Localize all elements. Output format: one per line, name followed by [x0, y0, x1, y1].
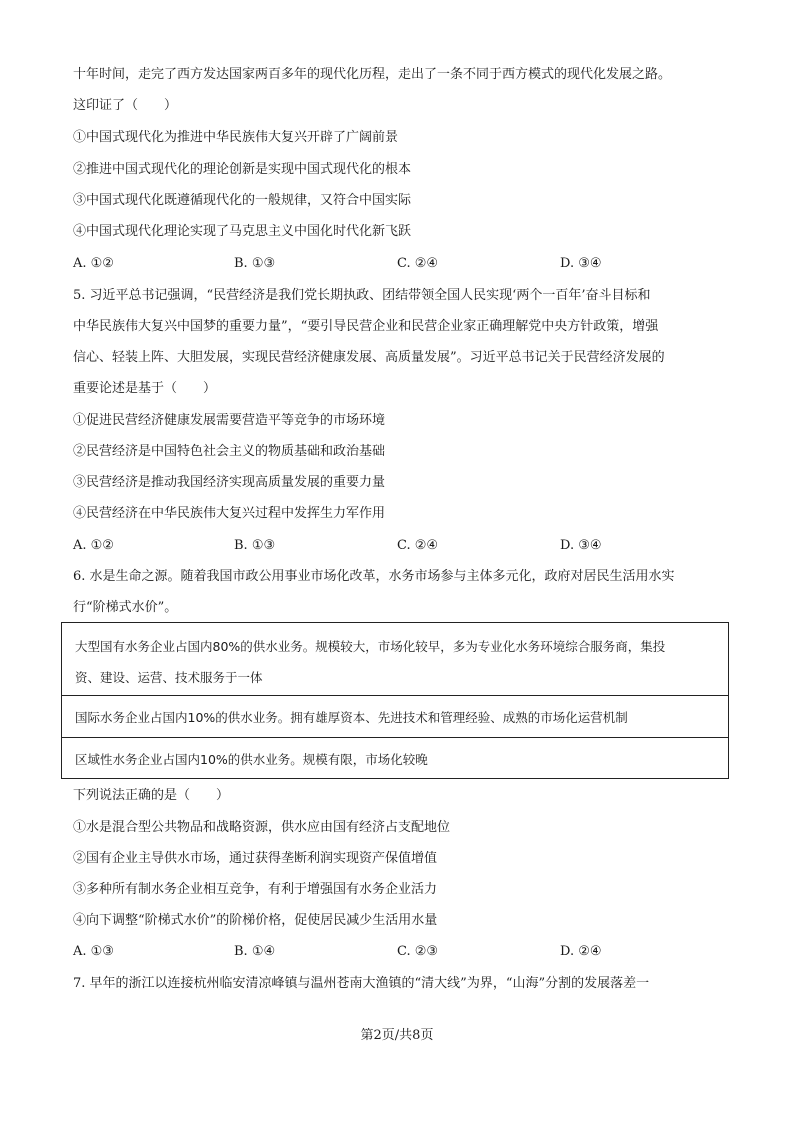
q6-statement-1: ①水是混合型公共物品和战略资源，供水应由国有经济占支配地位 — [73, 820, 451, 835]
table-row — [62, 623, 728, 696]
q5-option-a: A. ①② — [73, 538, 114, 553]
table-cell-line: 资、建设、运营、技术服务于一体 — [75, 670, 263, 685]
q6-option-b: B. ①④ — [234, 944, 276, 959]
q5-option-b: B. ①③ — [234, 538, 276, 553]
q6-stem-line-2: 行“阶梯式水价”。 — [73, 600, 178, 615]
q5-option-d: D. ③④ — [560, 538, 602, 553]
q6-option-a: A. ①③ — [73, 944, 114, 959]
q7-stem-line-1: 7. 早年的浙江以连接杭州临安清凉峰镇与温州苍南大渔镇的“清大线”为界，“山海”分割的发展落差一 — [73, 976, 650, 991]
q4-option-c: C. ②④ — [397, 256, 439, 271]
q6-option-c: C. ②③ — [397, 944, 439, 959]
q4-statement-3: ③中国式现代化既遵循现代化的一般规律，又符合中国实际 — [73, 193, 412, 208]
water-enterprise-table — [61, 622, 729, 779]
q6-statement-2: ②国有企业主导供水市场，通过获得垄断利润实现资产保值增值 — [73, 851, 438, 866]
table-cell-line: 大型国有水务企业占国内80%的供水业务。规模较大，市场化较早，多为专业化水务环境综合服务商，集投 — [75, 639, 666, 654]
q5-statement-1: ①促进民营经济健康发展需要营造平等竞争的市场环境 — [73, 413, 386, 428]
q4-stem-line-2: 这印证了（ ） — [73, 98, 178, 113]
page-footer: 第2页/共8页 — [360, 1028, 434, 1043]
q5-option-c: C. ②④ — [397, 538, 439, 553]
q4-option-d: D. ③④ — [560, 256, 602, 271]
q4-option-a: A. ①② — [73, 256, 114, 271]
q5-stem-line-4: 重要论述是基于（ ） — [73, 381, 217, 396]
q4-option-b: B. ①③ — [234, 256, 276, 271]
table-cell-line: 区域性水务企业占国内10%的供水业务。规模有限，市场化较晚 — [75, 752, 428, 767]
q4-statement-2: ②推进中国式现代化的理论创新是实现中国式现代化的根本 — [73, 162, 412, 177]
q6-stem-line-1: 6. 水是生命之源。随着我国市政公用事业市场化改革，水务市场参与主体多元化，政府对居民生活用水实 — [73, 569, 675, 584]
q5-stem-line-2: 中华民族伟大复兴中国梦的重要力量”，“要引导民营企业和民营企业家正确理解党中央方针政策，增强 — [73, 319, 659, 334]
q5-statement-4: ④民营经济在中华民族伟大复兴过程中发挥生力军作用 — [73, 506, 386, 521]
q4-statement-4: ④中国式现代化理论实现了马克思主义中国化时代化新飞跃 — [73, 224, 412, 239]
q6-statement-4: ④向下调整“阶梯式水价”的阶梯价格，促使居民减少生活用水量 — [73, 913, 438, 928]
table-row — [62, 737, 728, 778]
q6-question: 下列说法正确的是（ ） — [73, 788, 230, 803]
q5-statement-3: ③民营经济是推动我国经济实现高质量发展的重要力量 — [73, 475, 386, 490]
table-row — [62, 695, 728, 738]
q5-stem-line-3: 信心、轻装上阵、大胆发展，实现民营经济健康发展、高质量发展”。习近平总书记关于民营经济发展的 — [73, 350, 665, 365]
q5-stem-line-1: 5. 习近平总书记强调，“民营经济是我们党长期执政、团结带领全国人民实现‘两个一百年’奋斗目标和 — [73, 288, 651, 303]
table-cell-line: 国际水务企业占国内10%的供水业务。拥有雄厚资本、先进技术和管理经验、成熟的市场化运营机制 — [75, 710, 628, 725]
q4-stem-line-1: 十年时间，走完了西方发达国家两百多年的现代化历程，走出了一条不同于西方模式的现代化发展之路。 — [73, 67, 672, 82]
q5-statement-2: ②民营经济是中国特色社会主义的物质基础和政治基础 — [73, 444, 386, 459]
q6-option-d: D. ②④ — [560, 944, 602, 959]
q4-statement-1: ①中国式现代化为推进中华民族伟大复兴开辟了广阔前景 — [73, 130, 399, 145]
q6-statement-3: ③多种所有制水务企业相互竞争，有利于增强国有水务企业活力 — [73, 882, 438, 897]
